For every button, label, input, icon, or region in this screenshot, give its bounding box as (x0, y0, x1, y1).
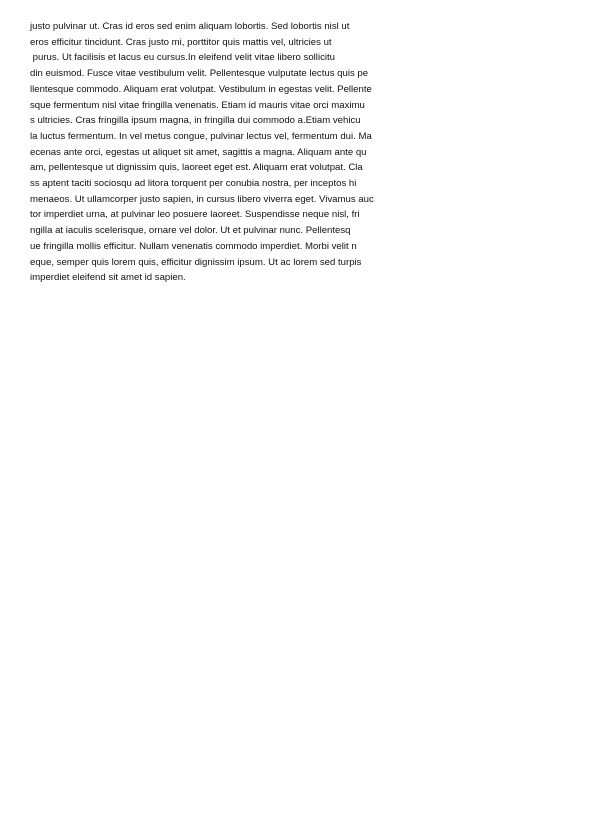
text-line: llentesque commodo. Aliquam erat volutpat. Vestibulum in egestas velit. Pellente (30, 83, 372, 95)
text-line: ngilla at iaculis scelerisque, ornare vel dolor. Ut et pulvinar nunc. Pellentesq (30, 225, 351, 237)
text-line: am, pellentesque ut dignissim quis, laoreet eget est. Aliquam erat volutpat. Cla (30, 162, 363, 174)
text-line: eros efficitur tincidunt. Cras justo mi, porttitor quis mattis vel, ultricies ut (30, 36, 332, 48)
text-line: la luctus fermentum. In vel metus congue, pulvinar lectus vel, fermentum dui. Ma (30, 130, 372, 142)
text-line: tor imperdiet urna, at pulvinar leo posuere laoreet. Suspendisse neque nisl, fri (30, 209, 360, 221)
text-line: imperdiet eleifend sit amet id sapien. (30, 272, 186, 284)
text-line: eque, semper quis lorem quis, efficitur dignissim ipsum. Ut ac lorem sed turpis (30, 256, 362, 268)
text-line: menaeos. Ut ullamcorper justo sapien, in cursus libero viverra eget. Vivamus auc (30, 193, 374, 205)
body-text (30, 19, 390, 286)
text-line: s ultricies. Cras fringilla ipsum magna, in fringilla dui commodo a.Etiam vehicu (30, 115, 361, 127)
text-line: sque fermentum nisl vitae fringilla venenatis. Etiam id mauris vitae orci maximu (30, 99, 365, 111)
text-line: ue fringilla mollis efficitur. Nullam venenatis commodo imperdiet. Morbi velit n (30, 240, 357, 252)
text-line: ecenas ante orci, egestas ut aliquet sit amet, sagittis a magna. Aliquam ante qu (30, 146, 367, 158)
text-line: purus. Ut facilisis et lacus eu cursus.In eleifend velit vitae libero sollicitu (30, 52, 336, 64)
text-line: ss aptent taciti sociosqu ad litora torquent per conubia nostra, per inceptos hi (30, 178, 357, 190)
text-line: justo pulvinar ut. Cras id eros sed enim aliquam lobortis. Sed lobortis nisl ut (30, 21, 350, 32)
text-line: din euismod. Fusce vitae vestibulum velit. Pellentesque vulputate lectus quis pe (30, 68, 369, 80)
